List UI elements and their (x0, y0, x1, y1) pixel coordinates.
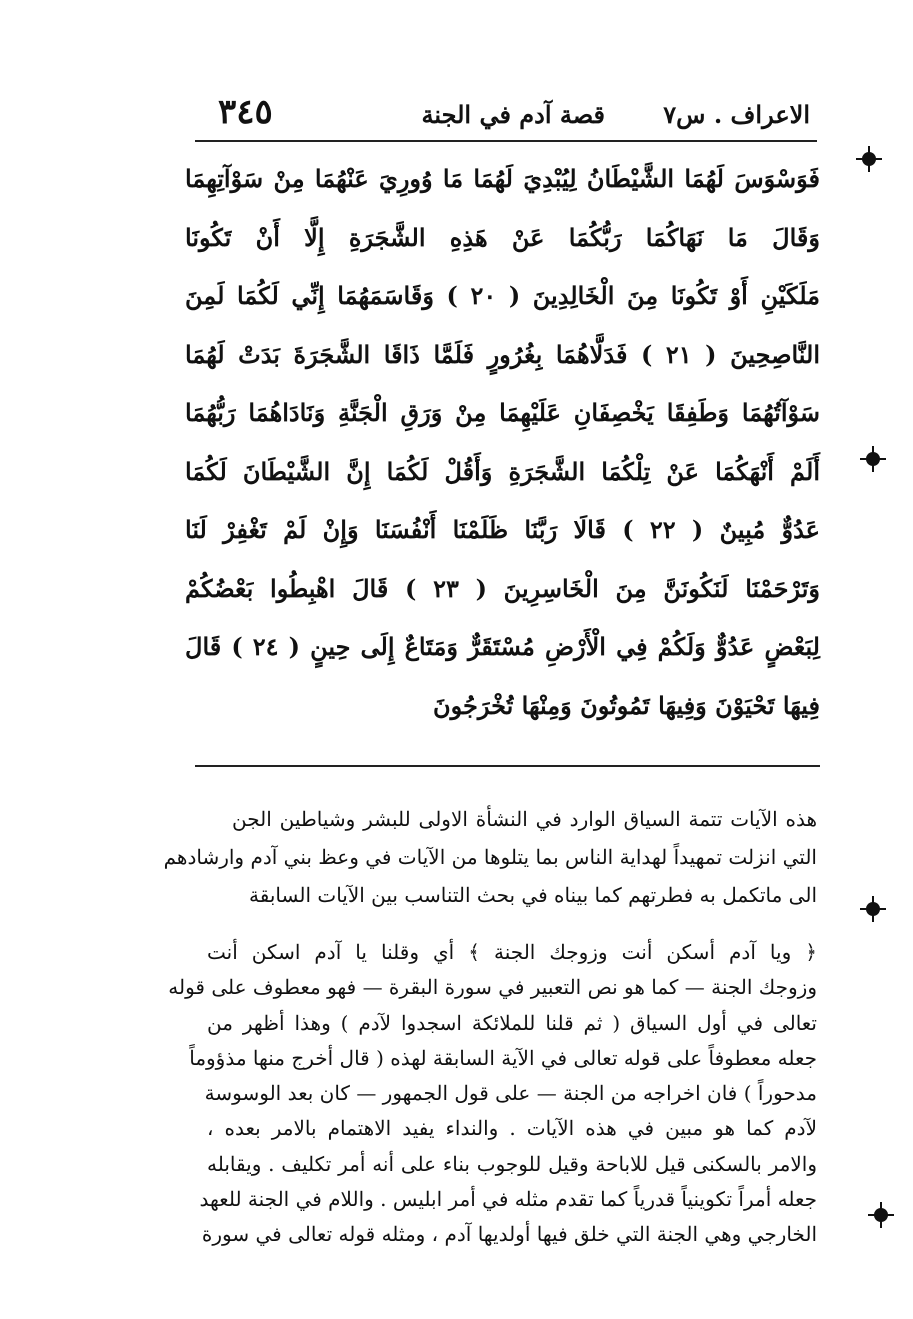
paragraph-line: الى ماتكمل به فطرتهم كما بيناه في بحث التناسب بين الآيات السابقة (249, 883, 817, 907)
paragraph-line: مدحوراً ) فان اخراجه من الجنة — على قول الجمهور — كان بعد الوسوسة (204, 1081, 817, 1106)
section-divider (195, 765, 820, 767)
paragraph-line: هذه الآيات تتمة السياق الوارد في النشأة الاولى للبشر وشياطين الجن (232, 807, 817, 831)
paragraph-line: جعله أمراً تكوينياً قدرياً كما تقدم مثله في أمر ابليس . واللام في الجنة للعهد (199, 1187, 817, 1212)
verse-line: مَلَكَيْنِ أَوْ تَكُونَا مِنَ الْخَالِدِينَ ( ٢٠ ) وَقَاسَمَهُمَا إِنِّي لَكُمَا لَمِنَ (185, 281, 821, 310)
verse-line: وَقَالَ مَا نَهَاكُمَا رَبُّكُمَا عَنْ هَذِهِ الشَّجَرَةِ إِلَّا أَنْ تَكُونَا (185, 222, 820, 252)
paragraph-line: وزوجك الجنة — كما هو نص التعبير في سورة البقرة — فهو معطوف على قوله (168, 975, 817, 1000)
verse-line: فِيهَا تَحْيَوْنَ وَفِيهَا تَمُوتُونَ وَمِنْهَا تُخْرَجُونَ (433, 690, 820, 720)
quran-verses (185, 150, 820, 735)
paragraph-line: والامر بالسكنى قيل للاباحة وقيل للوجوب بناء على أنه أمر تكليف . ويقابله (207, 1151, 817, 1176)
paragraph-line: تعالى في أول السياق ( ثم قلنا للملائكة اسجدوا لآدم ) وهذا أظهر من (207, 1010, 817, 1035)
paragraph-line: ﴿ ويا آدم أسكن أنت وزوجك الجنة ﴾ أي وقلنا يا آدم اسكن أنت (207, 940, 817, 964)
paragraph-line: لآدم كما هو مبين في هذه الآيات . والنداء يفيد الاهتمام بالامر بعده ، (207, 1116, 817, 1141)
paragraph-line: الخارجي وهي الجنة التي خلق فيها أولديها آدم ، ومثله قوله تعالى في سورة (201, 1222, 817, 1247)
chapter-label: الاعراف . س٧ (663, 100, 810, 129)
binding-hole-mark (866, 452, 880, 466)
page-number: ٣٤٥ (218, 92, 273, 132)
intro-paragraph (163, 800, 817, 914)
binding-hole-mark (874, 1208, 888, 1222)
binding-hole-mark (866, 902, 880, 916)
verse-line: لِبَعْضٍ عَدُوٌّ وَلَكُمْ فِي الْأَرْضِ مُسْتَقَرٌّ وَمَتَاعٌ إِلَى حِينٍ ( ٢٤ ) قَالَ (185, 632, 820, 661)
verse-line: أَلَمْ أَنْهَكُمَا عَنْ تِلْكُمَا الشَّجَرَةِ وَأَقُلْ لَكُمَا إِنَّ الشَّيْطَانَ لَكُمَا (185, 456, 820, 486)
paragraph-line: التي انزلت تمهيداً لهداية الناس بما يتلوها من الآيات في وعظ بني آدم وارشادهم (163, 845, 817, 869)
page-header (210, 92, 810, 138)
verse-line: سَوْآتُهُمَا وَطَفِقَا يَخْصِفَانِ عَلَيْهِمَا مِنْ وَرَقِ الْجَنَّةِ وَنَادَاهُمَا رَبُّهُمَا (185, 398, 820, 427)
verse-line: النَّاصِحِينَ ( ٢١ ) فَدَلَّاهُمَا بِغُرُورٍ فَلَمَّا ذَاقَا الشَّجَرَةَ بَدَتْ لَهُمَا (185, 339, 820, 369)
verse-line: عَدُوٌّ مُبِينٌ ( ٢٢ ) قَالَا رَبَّنَا ظَلَمْنَا أَنْفُسَنَا وَإِنْ لَمْ تَغْفِرْ لَنَا (185, 515, 820, 544)
header-divider (195, 140, 817, 142)
paragraph-line: جعله معطوفاً على قوله تعالى في الآية السابقة لهذه ( قال أخرج منها مذؤوماً (189, 1045, 817, 1070)
commentary-paragraph (168, 935, 817, 1253)
verse-line: وَتَرْحَمْنَا لَنَكُونَنَّ مِنَ الْخَاسِرِينَ ( ٢٣ ) قَالَ اهْبِطُوا بَعْضُكُمْ (185, 573, 820, 603)
section-title: قصة آدم في الجنة (421, 100, 605, 129)
binding-hole-mark (862, 152, 876, 166)
verse-line: فَوَسْوَسَ لَهُمَا الشَّيْطَانُ لِيُبْدِيَ لَهُمَا مَا وُورِيَ عَنْهُمَا مِنْ سَوْآتِهِمَا (185, 164, 820, 193)
